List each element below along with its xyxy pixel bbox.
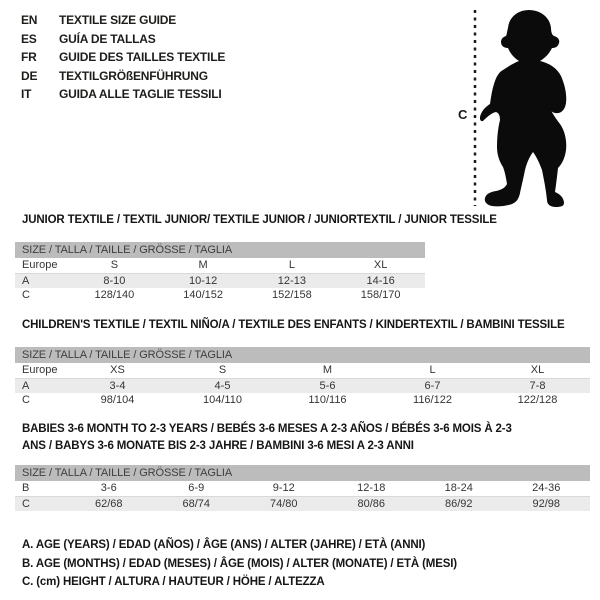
cell-value: M [322,364,333,376]
row-label: C [22,498,30,510]
language-code: EN [21,13,38,28]
guide-title-fr: GUIDE DES TAILLES TEXTILE [59,50,226,65]
language-code: IT [21,87,32,102]
row-label: B [22,482,30,494]
height-measure-label-c: C [458,107,468,122]
cell-value: 92/98 [532,498,561,510]
cell-value: 18-24 [444,482,473,494]
cell-value: L [288,259,295,271]
table-row [15,393,590,408]
cell-value: XS [110,364,125,376]
language-code: FR [21,50,37,65]
language-row-it [21,85,225,104]
cell-value: S [218,364,227,376]
table-row [15,481,590,496]
toddler-silhouette [480,10,566,207]
cell-value: 68/74 [182,498,211,510]
babies-size-table [15,465,590,511]
table-row [15,288,425,303]
table-row [15,258,425,273]
cell-value: 7-8 [529,380,546,392]
row-label: Europe [22,259,58,271]
size-header-bar: SIZE / TALLA / TAILLE / GRÖSSE / TAGLIA [15,465,590,481]
cell-value: 152/158 [271,289,312,301]
cell-value: 6-7 [424,380,441,392]
cell-value: 62/68 [94,498,123,510]
cell-value: 12-18 [357,482,386,494]
cell-value: 6-9 [188,482,205,494]
size-header-bar: SIZE / TALLA / TAILLE / GRÖSSE / TAGLIA [15,242,425,258]
cell-value: 4-5 [214,380,231,392]
cell-value: 86/92 [444,498,473,510]
junior-table-title: JUNIOR TEXTILE / TEXTIL JUNIOR/ TEXTILE JUNIOR / JUNIORTEXTIL / JUNIOR TESSILE [22,214,497,226]
language-row-de [21,67,225,86]
babies-table-title: BABIES 3-6 MONTH TO 2-3 YEARS / BEBÉS 3-6 MESES A 2-3 AÑOS / BÉBÉS 3-6 MOIS À 2-3 ANS / BABYS 3-6 MONATE BIS 2-3 JAHRE / BAMBINI 3-6 MESI A 2-3 ANNI [22,423,512,452]
cell-value: 3-6 [100,482,117,494]
language-code: ES [21,31,37,46]
cell-value: 128/140 [94,289,135,301]
guide-title-it: GUIDA ALLE TAGLIE TESSILI [59,87,222,102]
cell-value: 80/86 [357,498,386,510]
table-rows [15,481,590,511]
footnote-b: B. AGE (MONTHS) / EDAD (MESES) / ÂGE (MOIS) / ALTER (MONATE) / ETÀ (MESI) [22,557,457,570]
cell-value: 110/116 [308,394,347,406]
table-row [15,273,425,288]
cell-value: 140/152 [183,289,223,301]
footnote-c: C. (cm) HEIGHT / ALTURA / HAUTEUR / HÖHE / ALTEZZA [22,576,325,588]
cell-value: 10-12 [189,275,218,287]
guide-title-es: GUÍA DE TALLAS [59,31,156,46]
cell-value: 122/128 [517,394,558,406]
measurement-legend [22,536,457,592]
children-size-table [15,347,590,408]
cell-value: 5-6 [319,380,336,392]
row-label: Europe [22,364,58,376]
table-rows [15,363,590,408]
table-row [15,378,590,393]
cell-value: 8-10 [103,275,126,287]
size-header-bar: SIZE / TALLA / TAILLE / GRÖSSE / TAGLIA [15,347,590,363]
toddler-silhouette-figure [440,0,600,220]
table-rows [15,258,425,303]
footnote-a: A. AGE (YEARS) / EDAD (AÑOS) / ÂGE (ANS) / ALTER (JAHRE) / ETÀ (ANNI) [22,539,426,551]
language-code: DE [21,68,38,83]
table-row [15,496,590,511]
guide-title-en: TEXTILE SIZE GUIDE [59,13,177,28]
cell-value: 74/80 [269,498,298,510]
cell-value: 104/110 [203,394,242,406]
junior-size-table [15,242,425,303]
cell-value: XL [530,364,545,376]
cell-value: 3-4 [109,380,126,392]
language-title-block [21,11,225,104]
cell-value: 9-12 [272,482,295,494]
language-row-fr [21,48,225,67]
row-label: C [22,289,30,301]
cell-value: 158/170 [360,289,401,301]
cell-value: XL [373,259,388,271]
children-table-title: CHILDREN'S TEXTILE / TEXTIL NIÑO/A / TEXTILE DES ENFANTS / KINDERTEXTIL / BAMBINI TESSILE [22,319,565,331]
guide-title-de: TEXTILGRÖßENFÜHRUNG [59,68,208,83]
cell-value: 14-16 [366,275,395,287]
row-label: A [22,275,30,287]
table-row [15,363,590,378]
cell-value: 12-13 [277,275,306,287]
cell-value: 24-36 [532,482,561,494]
cell-value: S [110,259,119,271]
language-row-es [21,30,225,49]
row-label: A [22,380,30,392]
row-label: C [22,394,30,406]
cell-value: 116/122 [413,394,452,406]
cell-value: L [429,364,436,376]
cell-value: 98/104 [100,394,135,406]
cell-value: M [198,259,208,271]
language-row-en [21,11,225,30]
